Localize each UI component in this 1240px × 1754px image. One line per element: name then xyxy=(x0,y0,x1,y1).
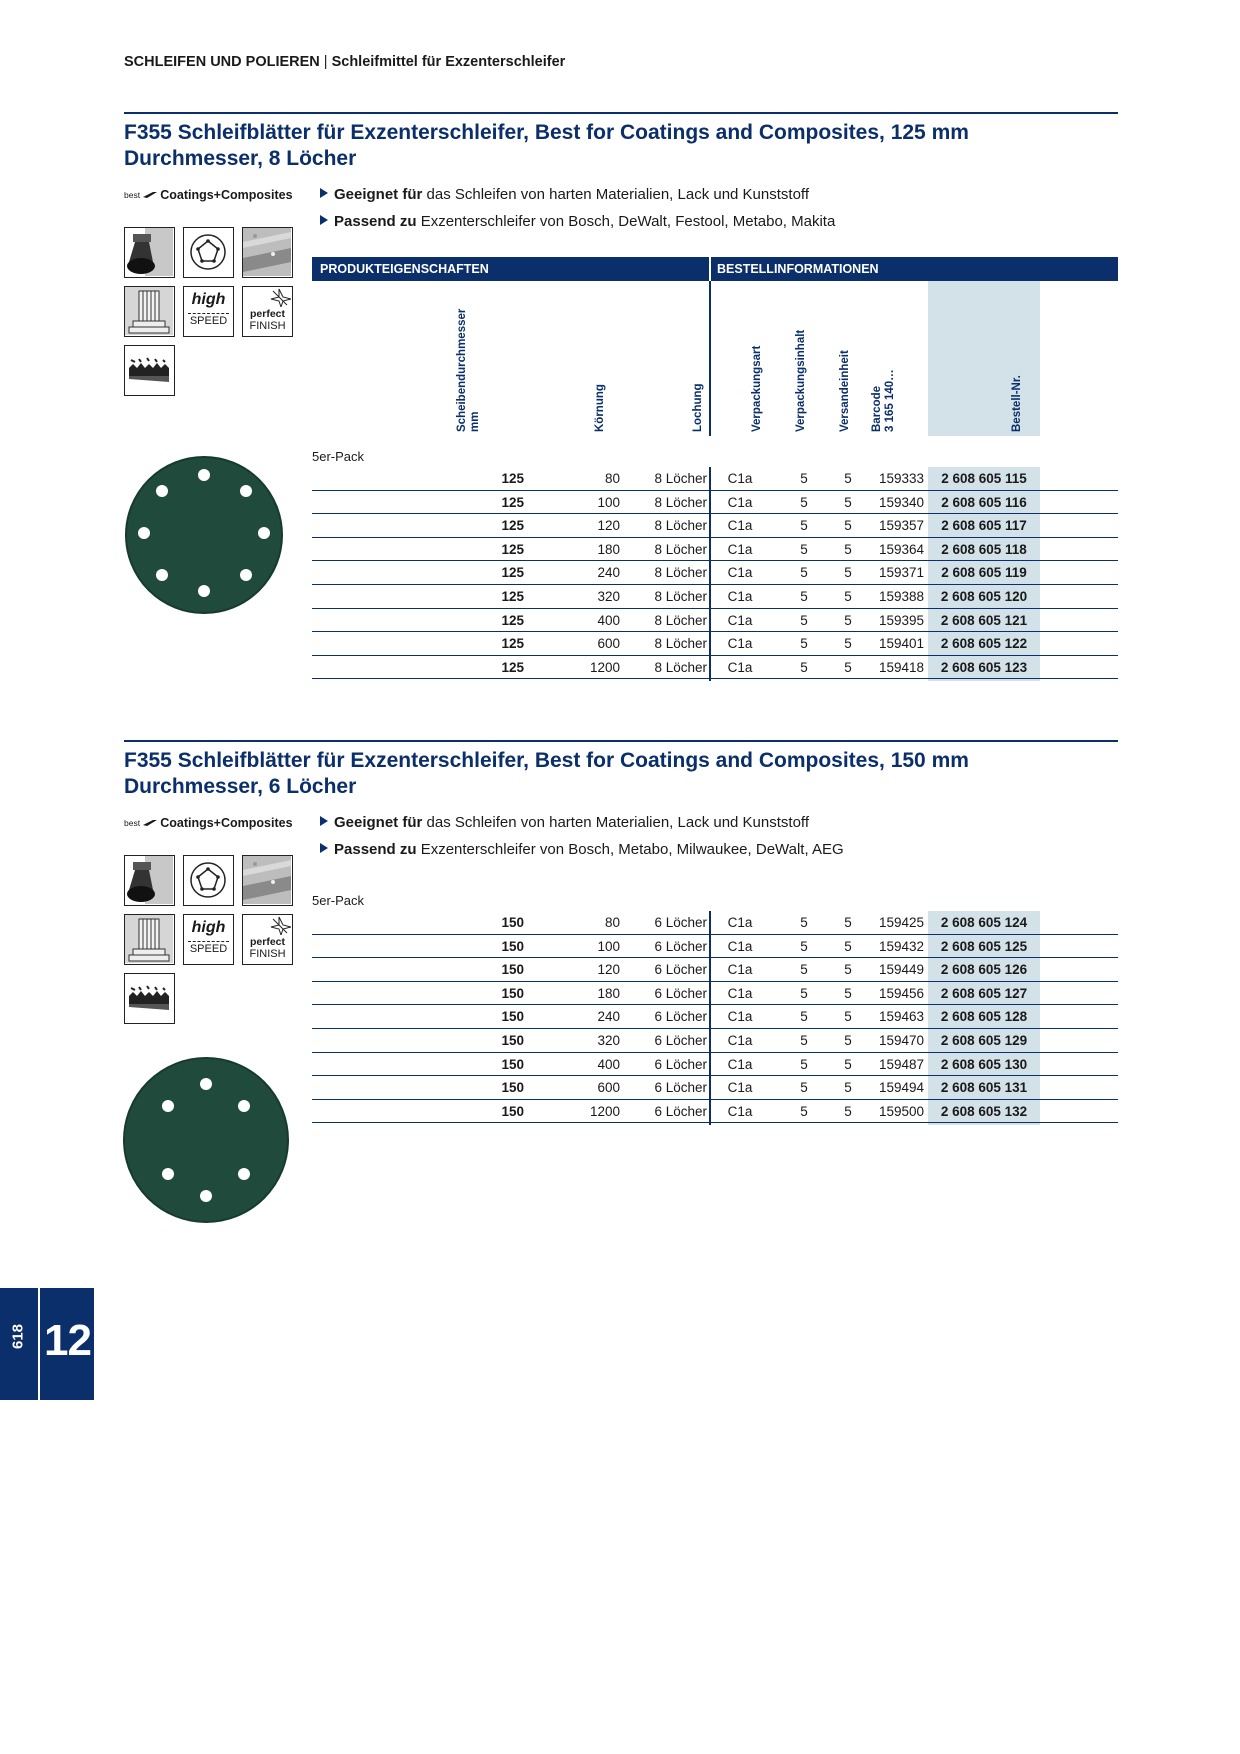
cell-ship-unit: 5 xyxy=(844,1009,852,1025)
badge-best: best xyxy=(124,190,141,200)
col-header-diameter-unit: mm xyxy=(469,411,481,432)
cell-grit: 120 xyxy=(597,962,620,978)
cell-holes: 8 Löcher xyxy=(654,659,707,675)
cell-holes: 6 Löcher xyxy=(654,1080,707,1096)
cell-barcode: 159395 xyxy=(878,612,924,628)
cell-grit: 100 xyxy=(597,494,620,510)
col-header-barcode-label: Barcode xyxy=(871,385,883,432)
brush-icon xyxy=(143,820,157,826)
col-header-ship-unit: Versandeinheit xyxy=(839,350,851,432)
cell-order-no: 2 608 605 132 xyxy=(940,1103,1028,1119)
sanding-disc-6-holes-image xyxy=(122,1056,290,1224)
cell-diameter: 150 xyxy=(501,915,524,930)
col-header-diameter-label: Scheibendurchmesser xyxy=(456,308,468,432)
table-row xyxy=(312,982,1118,1006)
cell-pack-type: C1a xyxy=(727,1103,753,1119)
column-divider xyxy=(709,281,711,436)
col-header-order-no: Bestell-Nr. xyxy=(1011,375,1023,432)
cell-pack-qty: 5 xyxy=(800,565,808,581)
badge-best: best xyxy=(124,818,141,828)
page-number: 618 xyxy=(9,1323,27,1350)
feature-suitable-label: Geeignet für xyxy=(334,186,423,203)
cell-pack-type: C1a xyxy=(727,471,753,486)
cell-barcode: 159456 xyxy=(878,985,924,1001)
header-section: SCHLEIFEN UND POLIEREN xyxy=(124,54,320,70)
cell-grit: 80 xyxy=(604,471,620,486)
cell-pack-type: C1a xyxy=(727,612,753,628)
cell-barcode: 159425 xyxy=(878,915,924,930)
cell-grit: 120 xyxy=(597,518,620,534)
cell-barcode: 159418 xyxy=(878,659,924,675)
sander-application-icon xyxy=(124,855,175,906)
perfect-finish-icon xyxy=(242,914,293,965)
cell-ship-unit: 5 xyxy=(844,1056,852,1072)
feature-fits-text: Exzenterschleifer von Bosch, Metabo, Milwaukee, DeWalt, AEG xyxy=(416,841,844,858)
cell-ship-unit: 5 xyxy=(844,985,852,1001)
high-speed-top: high xyxy=(191,919,226,936)
cell-ship-unit: 5 xyxy=(844,612,852,628)
cell-ship-unit: 5 xyxy=(844,494,852,510)
cell-grit: 240 xyxy=(597,565,620,581)
cell-barcode: 159388 xyxy=(878,588,924,604)
cell-order-no: 2 608 605 129 xyxy=(940,1032,1028,1048)
cell-barcode: 159364 xyxy=(878,541,924,557)
column-icon xyxy=(124,914,175,965)
cell-diameter: 150 xyxy=(501,1056,524,1072)
cell-grit: 1200 xyxy=(589,659,620,675)
cell-holes: 8 Löcher xyxy=(654,636,707,652)
cell-pack-qty: 5 xyxy=(800,985,808,1001)
cell-order-no: 2 608 605 124 xyxy=(940,915,1028,930)
badge-label: Coatings+Composites xyxy=(160,188,293,202)
chapter-number: 12 xyxy=(44,1316,91,1365)
cell-ship-unit: 5 xyxy=(844,565,852,581)
cell-diameter: 125 xyxy=(501,636,524,652)
cell-pack-type: C1a xyxy=(727,659,753,675)
bullet-triangle-icon xyxy=(320,215,328,225)
cell-holes: 6 Löcher xyxy=(654,1103,707,1119)
header-separator: | xyxy=(319,54,332,70)
section-1-badge xyxy=(124,188,293,202)
section-2-title-line1: F355 Schleifblätter für Exzenterschleifer, Best for Coatings and Composites, 150 mm xyxy=(124,749,969,772)
section-2-table xyxy=(312,911,1118,1123)
table-row xyxy=(312,911,1118,935)
high-speed-bottom: SPEED xyxy=(189,315,228,327)
cell-diameter: 125 xyxy=(501,471,524,486)
sanding-disc-8-holes-image xyxy=(124,455,284,615)
feature-suitable xyxy=(320,181,835,208)
cell-grit: 600 xyxy=(597,1080,620,1096)
section-2-title xyxy=(124,748,1084,800)
table-row xyxy=(312,1005,1118,1029)
cell-holes: 8 Löcher xyxy=(654,494,707,510)
section-1-title-line2: Durchmesser, 8 Löcher xyxy=(124,147,357,170)
cell-pack-qty: 5 xyxy=(800,471,808,486)
bullet-triangle-icon xyxy=(320,843,328,853)
cell-order-no: 2 608 605 126 xyxy=(940,962,1028,978)
perfect-finish-top: perfect xyxy=(249,936,285,948)
cell-pack-type: C1a xyxy=(727,636,753,652)
section-1-rule xyxy=(124,112,1118,114)
cell-pack-qty: 5 xyxy=(800,1032,808,1048)
section-2-features xyxy=(320,809,844,863)
cell-holes: 6 Löcher xyxy=(654,985,707,1001)
cell-pack-qty: 5 xyxy=(800,1080,808,1096)
cell-diameter: 125 xyxy=(501,541,524,557)
table-header-divider xyxy=(709,257,711,281)
cell-pack-qty: 5 xyxy=(800,541,808,557)
cell-grit: 320 xyxy=(597,588,620,604)
cell-holes: 8 Löcher xyxy=(654,518,707,534)
cell-order-no: 2 608 605 117 xyxy=(941,518,1027,534)
chapter-sidebar xyxy=(0,1288,94,1400)
cell-diameter: 125 xyxy=(501,565,524,581)
cell-grit: 600 xyxy=(597,636,620,652)
table-row xyxy=(312,1053,1118,1077)
cell-holes: 6 Löcher xyxy=(654,938,707,954)
cell-ship-unit: 5 xyxy=(844,636,852,652)
high-speed-icon xyxy=(183,914,234,965)
table-header-band xyxy=(312,257,1118,281)
cell-holes: 8 Löcher xyxy=(654,541,707,557)
section-2-rule xyxy=(124,740,1118,742)
cell-pack-type: C1a xyxy=(727,494,753,510)
col-header-barcode xyxy=(871,369,897,432)
cell-holes: 6 Löcher xyxy=(654,962,707,978)
cell-barcode: 159463 xyxy=(878,1009,924,1025)
cell-diameter: 125 xyxy=(501,612,524,628)
table-row xyxy=(312,656,1118,680)
cell-pack-type: C1a xyxy=(727,541,753,557)
cell-ship-unit: 5 xyxy=(844,541,852,557)
pentagon-icon xyxy=(183,855,234,906)
cell-pack-type: C1a xyxy=(727,915,753,930)
table-header-properties: PRODUKTEIGENSCHAFTEN xyxy=(320,262,489,276)
column-headers xyxy=(312,281,1118,436)
cell-ship-unit: 5 xyxy=(844,1080,852,1096)
cell-diameter: 150 xyxy=(501,985,524,1001)
section-2-title-line2: Durchmesser, 6 Löcher xyxy=(124,775,357,798)
table-row xyxy=(312,491,1118,515)
cell-diameter: 150 xyxy=(501,1080,524,1096)
cell-ship-unit: 5 xyxy=(844,518,852,534)
cell-diameter: 125 xyxy=(501,659,524,675)
table-row xyxy=(312,1076,1118,1100)
cell-pack-qty: 5 xyxy=(800,938,808,954)
cell-diameter: 150 xyxy=(501,1103,524,1119)
col-header-pack-qty: Verpackungsinhalt xyxy=(795,329,807,432)
cell-pack-type: C1a xyxy=(727,588,753,604)
bullet-triangle-icon xyxy=(320,188,328,198)
table-row xyxy=(312,609,1118,633)
cell-grit: 320 xyxy=(597,1032,620,1048)
section-2-pack-label: 5er-Pack xyxy=(312,893,365,908)
page-header xyxy=(124,54,565,70)
cell-pack-type: C1a xyxy=(727,518,753,534)
perfect-finish-bottom: FINISH xyxy=(249,947,286,960)
cell-order-no: 2 608 605 119 xyxy=(941,565,1027,581)
composite-material-icon xyxy=(242,855,293,906)
section-2-badge xyxy=(124,816,293,830)
cell-diameter: 150 xyxy=(501,1009,524,1025)
cell-diameter: 125 xyxy=(501,518,524,534)
cell-grit: 80 xyxy=(604,915,620,930)
bullet-triangle-icon xyxy=(320,816,328,826)
cell-grit: 1200 xyxy=(589,1103,620,1119)
table-row xyxy=(312,632,1118,656)
cell-holes: 6 Löcher xyxy=(654,1056,707,1072)
feature-suitable-text: das Schleifen von harten Materialien, Lack und Kunststoff xyxy=(422,814,809,831)
cell-pack-type: C1a xyxy=(727,1056,753,1072)
cell-ship-unit: 5 xyxy=(844,938,852,954)
cell-barcode: 159432 xyxy=(878,938,924,954)
cell-pack-type: C1a xyxy=(727,565,753,581)
cell-barcode: 159357 xyxy=(878,518,924,534)
cell-pack-qty: 5 xyxy=(800,1009,808,1025)
cell-barcode: 159494 xyxy=(878,1080,924,1096)
cell-pack-type: C1a xyxy=(727,985,753,1001)
table-row xyxy=(312,538,1118,562)
column-divider xyxy=(709,911,711,1125)
cell-order-no: 2 608 605 123 xyxy=(940,659,1028,675)
cell-pack-type: C1a xyxy=(727,962,753,978)
col-header-barcode-prefix: 3 165 140… xyxy=(884,369,896,432)
table-row xyxy=(312,1029,1118,1053)
cell-pack-qty: 5 xyxy=(800,588,808,604)
perfect-finish-top: perfect xyxy=(249,308,285,320)
cell-order-no: 2 608 605 118 xyxy=(941,541,1027,557)
cell-grit: 400 xyxy=(597,1056,620,1072)
table-row xyxy=(312,1100,1118,1124)
section-1-pack-label: 5er-Pack xyxy=(312,449,365,464)
col-header-grit: Körnung xyxy=(594,384,606,432)
cell-diameter: 150 xyxy=(501,938,524,954)
cell-grit: 100 xyxy=(597,938,620,954)
cell-order-no: 2 608 605 120 xyxy=(940,588,1028,604)
cell-ship-unit: 5 xyxy=(844,659,852,675)
cell-grit: 240 xyxy=(597,1009,620,1025)
cell-order-no: 2 608 605 115 xyxy=(941,471,1027,486)
perfect-finish-bottom: FINISH xyxy=(249,319,286,332)
cell-pack-qty: 5 xyxy=(800,659,808,675)
high-speed-top: high xyxy=(191,291,226,308)
cell-pack-qty: 5 xyxy=(800,915,808,930)
cell-ship-unit: 5 xyxy=(844,1032,852,1048)
cell-order-no: 2 608 605 127 xyxy=(940,985,1028,1001)
cell-order-no: 2 608 605 122 xyxy=(940,636,1028,652)
cell-barcode: 159340 xyxy=(878,494,924,510)
col-header-pack-type: Verpackungsart xyxy=(751,345,763,432)
header-subsection: Schleifmittel für Exzenterschleifer xyxy=(331,54,566,70)
feature-fits xyxy=(320,836,844,863)
section-1-title xyxy=(124,120,1084,172)
cell-pack-type: C1a xyxy=(727,1032,753,1048)
column-icon xyxy=(124,286,175,337)
cell-order-no: 2 608 605 130 xyxy=(940,1056,1028,1072)
cell-order-no: 2 608 605 128 xyxy=(940,1009,1028,1025)
col-header-diameter xyxy=(456,309,482,432)
cell-grit: 180 xyxy=(597,985,620,1001)
table-row xyxy=(312,467,1118,491)
cell-holes: 6 Löcher xyxy=(654,915,707,930)
cell-ship-unit: 5 xyxy=(844,915,852,930)
cell-diameter: 150 xyxy=(501,962,524,978)
cell-order-no: 2 608 605 131 xyxy=(940,1080,1028,1096)
cell-grit: 400 xyxy=(597,612,620,628)
cell-holes: 6 Löcher xyxy=(654,1032,707,1048)
cell-order-no: 2 608 605 125 xyxy=(940,938,1028,954)
section-1-title-line1: F355 Schleifblätter für Exzenterschleifer, Best for Coatings and Composites, 125 mm xyxy=(124,121,969,144)
feature-suitable xyxy=(320,809,844,836)
grit-structure-icon xyxy=(124,345,175,396)
pentagon-icon xyxy=(183,227,234,278)
section-1-features xyxy=(320,181,835,235)
perfect-finish-icon xyxy=(242,286,293,337)
cell-pack-qty: 5 xyxy=(800,518,808,534)
cell-holes: 6 Löcher xyxy=(654,1009,707,1025)
table-row xyxy=(312,514,1118,538)
cell-barcode: 159487 xyxy=(878,1056,924,1072)
cell-barcode: 159500 xyxy=(878,1103,924,1119)
cell-holes: 8 Löcher xyxy=(654,588,707,604)
cell-diameter: 125 xyxy=(501,494,524,510)
cell-pack-type: C1a xyxy=(727,1009,753,1025)
high-speed-icon xyxy=(183,286,234,337)
sidebar-divider xyxy=(38,1288,40,1400)
cell-ship-unit: 5 xyxy=(844,588,852,604)
cell-ship-unit: 5 xyxy=(844,1103,852,1119)
badge-label: Coatings+Composites xyxy=(160,816,293,830)
cell-order-no: 2 608 605 116 xyxy=(941,494,1027,510)
cell-diameter: 150 xyxy=(501,1032,524,1048)
cell-holes: 8 Löcher xyxy=(654,565,707,581)
cell-pack-qty: 5 xyxy=(800,494,808,510)
cell-pack-qty: 5 xyxy=(800,612,808,628)
cell-barcode: 159371 xyxy=(878,565,924,581)
brush-icon xyxy=(143,192,157,198)
table-header-order-info: BESTELLINFORMATIONEN xyxy=(717,262,879,276)
feature-fits-text: Exzenterschleifer von Bosch, DeWalt, Festool, Metabo, Makita xyxy=(416,213,836,230)
cell-diameter: 125 xyxy=(501,588,524,604)
cell-pack-type: C1a xyxy=(727,938,753,954)
cell-barcode: 159470 xyxy=(878,1032,924,1048)
cell-ship-unit: 5 xyxy=(844,962,852,978)
cell-pack-qty: 5 xyxy=(800,962,808,978)
feature-fits-label: Passend zu xyxy=(334,841,417,858)
col-header-holes: Lochung xyxy=(692,383,704,432)
column-divider xyxy=(709,467,711,681)
feature-fits xyxy=(320,208,835,235)
cell-barcode: 159333 xyxy=(878,471,924,486)
feature-fits-label: Passend zu xyxy=(334,213,417,230)
cell-barcode: 159449 xyxy=(878,962,924,978)
sander-application-icon xyxy=(124,227,175,278)
table-row xyxy=(312,935,1118,959)
cell-pack-qty: 5 xyxy=(800,1056,808,1072)
table-row xyxy=(312,561,1118,585)
cell-order-no: 2 608 605 121 xyxy=(940,612,1028,628)
cell-ship-unit: 5 xyxy=(844,471,852,486)
feature-suitable-text: das Schleifen von harten Materialien, Lack und Kunststoff xyxy=(422,186,809,203)
grit-structure-icon xyxy=(124,973,175,1024)
cell-holes: 8 Löcher xyxy=(654,612,707,628)
cell-pack-qty: 5 xyxy=(800,1103,808,1119)
high-speed-bottom: SPEED xyxy=(189,943,228,955)
section-1-table xyxy=(312,467,1118,679)
table-row xyxy=(312,585,1118,609)
cell-barcode: 159401 xyxy=(878,636,924,652)
composite-material-icon xyxy=(242,227,293,278)
cell-pack-type: C1a xyxy=(727,1080,753,1096)
cell-holes: 8 Löcher xyxy=(654,471,707,486)
cell-grit: 180 xyxy=(597,541,620,557)
table-row xyxy=(312,958,1118,982)
cell-pack-qty: 5 xyxy=(800,636,808,652)
feature-suitable-label: Geeignet für xyxy=(334,814,423,831)
